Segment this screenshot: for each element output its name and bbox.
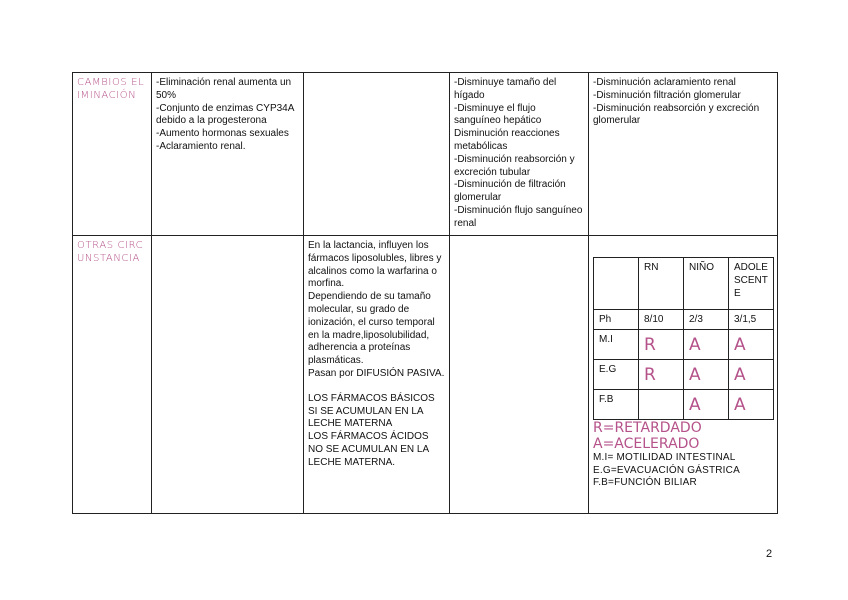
subtable-cell: R [639,360,684,390]
row-header-otras: OTRAS CIRCUNSTANCIA [73,236,152,514]
subtable-header-row [594,258,774,310]
subtable-row-fb [594,390,774,420]
cell-otras-col4 [450,236,589,514]
cell-otras-col2 [152,236,304,514]
subtable-row-label: Ph [594,310,639,330]
text-line: -Disminución reabsorción y excreción tubular [454,153,578,178]
text-line: Disminución reacciones metabólicas [454,128,563,152]
subtable-header-adolescente [729,258,774,310]
text-line: -Disminuye tamaño del hígado [454,77,560,101]
subtable-row-ph [594,310,774,330]
text-line: -Aclaramiento renal. [156,140,246,152]
subtable-cell: A [684,360,729,390]
subtable-header-nino: NIÑO [684,258,729,310]
row-header-eliminacion: CAMBIOS ELIMINACIÓN [73,73,152,236]
subtable-header-adolescente-text: ADOLESCENTE [734,262,768,299]
text-line: -Disminuye el flujo sanguíneo hepático [454,102,542,127]
subtable-cell: 2/3 [684,310,729,330]
subtable-cell [639,390,684,420]
subtable-cell: R [639,330,684,360]
cell-otras-col3 [304,236,450,514]
text-line: -Aumento hormonas sexuales [156,128,289,140]
subtable-row-label: E.G [594,360,639,390]
table-row-otras [73,236,778,514]
subtable-row-label: F.B [594,390,639,420]
legend-evacuacion: E.G=EVACUACIÓN GÁSTRICA [593,464,740,476]
subtable-row-mi [594,330,774,360]
subtable-cell: 3/1,5 [729,310,774,330]
subtable-row-eg [594,360,774,390]
text-line: -Disminución filtración glomerular [593,89,741,101]
text-line: -Disminución flujo sanguíneo renal [454,204,586,229]
age-comparison-subtable [593,257,774,420]
cell-eliminacion-col4 [450,73,589,236]
subtable-cell: A [729,390,774,420]
table-row-eliminacion [73,73,778,236]
spacer [308,381,445,393]
page-number: 2 [766,548,773,560]
subtable-header-rn: RN [639,258,684,310]
text-line: LOS FÁRMACOS BÁSICOS SI SE ACUMULAN EN LA LECHE MATERNA [308,392,438,430]
text-line: LOS FÁRMACOS ÁCIDOS NO SE ACUMULAN EN LA LECHE MATERNA. [308,431,432,468]
legend-retardado: R=RETARDADO [593,420,702,436]
comparison-table [72,72,778,514]
subtable-cell: A [729,360,774,390]
legend-motilidad: M.I= MOTILIDAD INTESTINAL [593,452,736,463]
subtable-cell: A [684,390,729,420]
text-line: -Disminución de filtración glomerular [454,179,569,204]
cell-eliminacion-col2 [152,73,304,236]
cell-otras-col5 [589,236,778,514]
subtable-row-label: M.I [594,330,639,360]
subtable-cell: 8/10 [639,310,684,330]
subtable-cell: A [684,330,729,360]
subtable-cell: A [729,330,774,360]
cell-eliminacion-col3 [304,73,450,236]
legend-acelerado: A=ACELERADO [593,436,700,452]
legend-funcion-biliar: F.B=FUNCIÓN BILIAR [593,477,697,488]
text-line: Pasan por DIFUSIÓN PASIVA. [308,367,445,379]
text-line: -Eliminación renal aumenta un 50% [156,77,294,101]
text-line: En la lactancia, influyen los fármacos liposolubles, libres y alcalinos como la warfarina o morfina. [308,240,445,290]
text-line: Dependiendo de su tamaño molecular, su grado de ionización, el curso temporal en la madre,liposolubilidad, adherencia a proteínas plasmáticas. [308,291,438,367]
text-line: -Disminución aclaramiento renal [593,77,736,88]
text-line: -Disminución reabsorción y excreción glomerular [593,102,762,127]
subtable-corner [594,258,639,310]
cell-eliminacion-col5 [589,73,778,236]
text-line: -Conjunto de enzimas CYP34A debido a la progesterona [156,102,297,127]
